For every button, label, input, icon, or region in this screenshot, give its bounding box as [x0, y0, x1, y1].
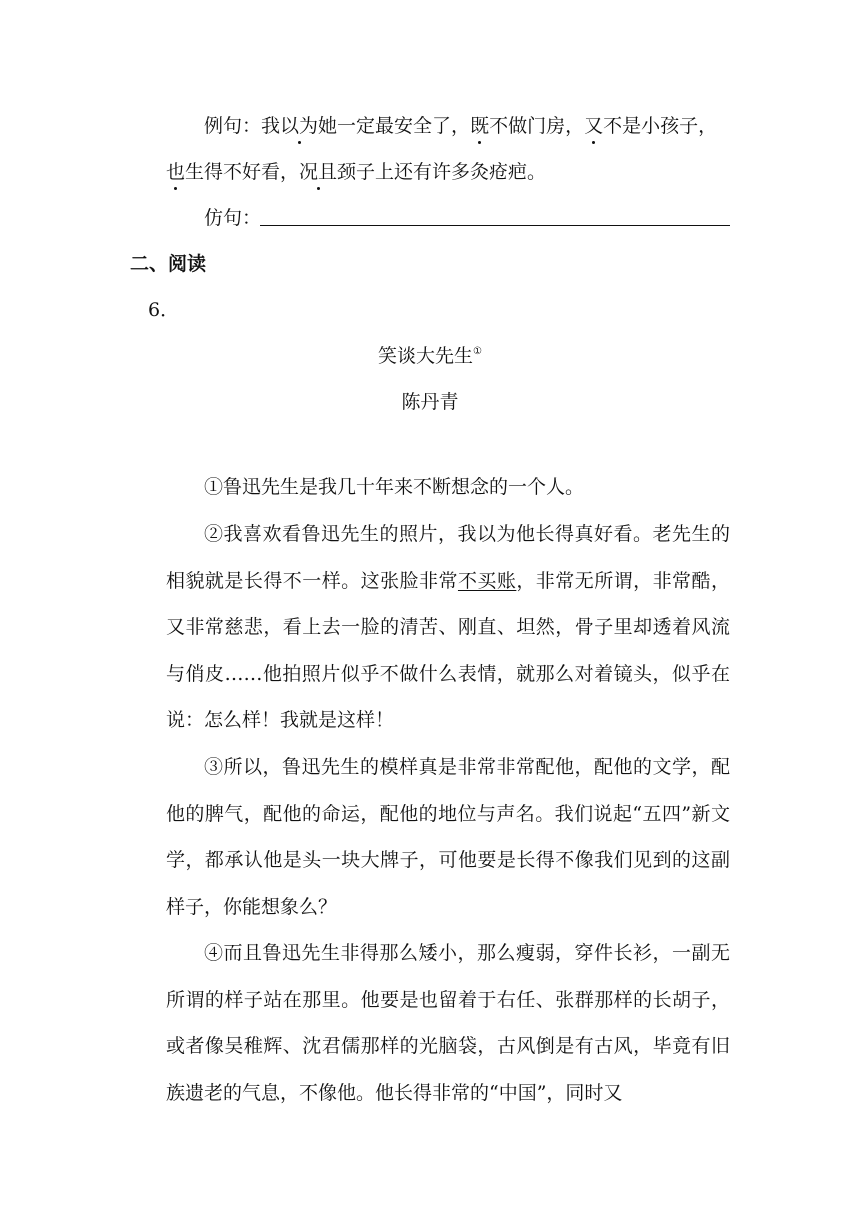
- emphasis-word: 既: [470, 115, 490, 137]
- paragraph-3: ③所以，鲁迅先生的模样真是非常非常配他，配他的文学，配他的脾气，配他的命运，配他的地位与声名。我们说起“五四”新文学，都承认他是头一块大牌子，可他要是长得不像我们见到的这副样子，你能想象么？: [166, 756, 730, 918]
- paragraph-4: ④而且鲁迅先生非得那么矮小，那么瘦弱，穿件长衫，一副无所谓的样子站在那里。他要是也留着于右任、张群那样的长胡子，或者像吴稚辉、沈君儒那样的光脑袋，古风倒是有古风，毕竟有旧族遗老的气息，不像他。他长得非常的“中国”，同时又: [166, 942, 730, 1104]
- emphasis-word: 以为: [280, 115, 319, 137]
- article-title: [0, 344, 860, 368]
- example-text: 她一定最安全了，: [318, 115, 471, 137]
- example-label: 例句：: [204, 115, 262, 137]
- article-author: 陈丹青: [401, 391, 459, 413]
- paragraph-2-text: ，非常无所谓，非常酷，又非常慈悲，看上去一脸的清苦、刚直、坦然，骨子里却透着风流与俏皮……他拍照片似乎不做什么表情，就那么对着镜头，似乎在说：怎么样！我就是这样！: [166, 569, 730, 731]
- article-title-text: 笑谈大先生: [378, 345, 474, 367]
- underlined-phrase: 不买账: [457, 569, 517, 592]
- emphasis-word: 又: [584, 115, 604, 137]
- example-text: 不做门房，: [489, 115, 585, 137]
- example-text: 我: [261, 115, 281, 137]
- paragraph-1: ①鲁迅先生是我几十年来不断想念的一个人。: [204, 476, 585, 498]
- imitation-label: 仿句：: [204, 207, 262, 229]
- paragraph-2: [166, 511, 730, 744]
- paragraph-2-text: ②我喜欢看鲁迅先生的照片，我以为他长得真好看。老先生的相貌就是长得不一样。这张脸非常: [166, 523, 730, 592]
- emphasis-word: 况且: [299, 161, 338, 183]
- example-text: 不是小孩子，: [603, 115, 718, 137]
- example-text: 生得不好看，: [185, 161, 300, 183]
- example-text: 颈子上还有许多灸疮疤。: [337, 161, 547, 183]
- example-sentence-line-1: [204, 114, 717, 138]
- footnote-marker: ①: [473, 346, 482, 357]
- section-heading: 二、阅读: [130, 253, 207, 275]
- example-sentence-line-2: [166, 160, 546, 184]
- question-number: 6．: [148, 299, 180, 321]
- emphasis-word: 也: [166, 161, 186, 183]
- imitation-answer-blank[interactable]: [260, 225, 730, 226]
